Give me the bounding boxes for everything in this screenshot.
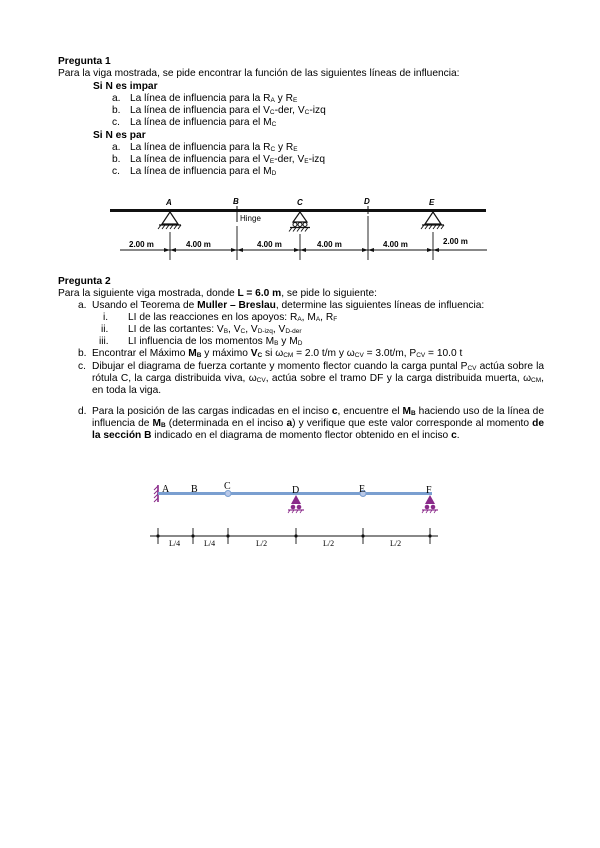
q1-dim-1: 4.00 m xyxy=(186,240,211,249)
q1-odd-item-a: a. La línea de influencia para la $R_A$ y $R_E$ xyxy=(112,93,298,104)
q2-label-d: D xyxy=(292,485,300,496)
q1-odd-item-c: c. La línea de influencia para el $M_C$ xyxy=(112,117,277,128)
q2-dim-2: L/2 xyxy=(256,539,268,548)
q2-item-c: Dibujar el diagrama de fuerza cortante y momento flector cuando la carga puntal $P_{CV}$ actúa sobre la rótula C, la carga distribuida viva, $\omega_{CV}$, actúa sobre el tramo DF y la carga distribuida muerta, $\omega_{CM}$, en toda la viga. xyxy=(92,361,545,396)
q2-item-c-marker: c. xyxy=(78,361,86,372)
q2-subitem-ii: ii. LI de las cortantes: $V_B$, $V_C$, $V_{D-izq}$, $V_{D-der}$ xyxy=(101,324,302,335)
q2-intro: Para la siguiente viga mostrada, donde L = 6.0 m, se pide lo siguiente: xyxy=(58,288,377,299)
q1-label-d: D xyxy=(364,197,370,206)
q2-subitem-i: i. LI de las reacciones en los apoyos: $R_A$, $M_A$, $R_F$ xyxy=(103,312,338,323)
q2-item-d: Para la posición de las cargas indicadas en el inciso c, encuentre el $M_B$ haciendo uso de la línea de influencia de $M_B$ (determinada en el inciso a) y verifique que este valor corresponde al momento de la sección B indicado en el diagrama de momento flector obtenido en el inciso c. xyxy=(92,406,545,441)
q1-even-item-a: a. La línea de influencia para la $R_C$ y $R_E$ xyxy=(112,142,298,153)
q2-subitem-iii: iii. LI influencia de los momentos $M_B$ y $M_D$ xyxy=(99,336,303,347)
q2-label-f: F xyxy=(426,485,432,496)
q1-support-c xyxy=(289,212,310,232)
q1-label-a: A xyxy=(166,198,172,207)
q1-support-a xyxy=(158,212,181,229)
q2-dim-1: L/4 xyxy=(204,539,216,548)
q2-support-f xyxy=(422,495,438,513)
q1-beam xyxy=(110,209,486,212)
q2-dim-3: L/2 xyxy=(323,539,335,548)
q2-item-b: b. Encontrar el Máximo $M_B$ y máximo $V_C$ si $\omega_{CM} = 2.0$ t/m y $\omega_{CV} = 3.0t/m$, $P_{CV} = 10.0$ t xyxy=(78,348,463,359)
q1-title: Pregunta 1 xyxy=(58,56,111,67)
q1-even-item-c: c. La línea de influencia para el $M_D$ xyxy=(112,166,277,177)
q1-hinge-label: Hinge xyxy=(240,214,261,223)
q2-label-a: A xyxy=(162,484,170,495)
q2-support-d xyxy=(288,495,304,513)
q1-intro: Para la viga mostrada, se pide encontrar la función de las siguientes líneas de influencia: xyxy=(58,68,460,79)
q1-beam-figure xyxy=(100,192,500,266)
q2-label-e: E xyxy=(359,484,366,495)
q2-fixed-support-a xyxy=(154,485,158,502)
q1-support-e xyxy=(421,212,444,229)
q1-label-e: E xyxy=(429,198,435,207)
q1-label-c: C xyxy=(297,198,303,207)
q2-label-b: B xyxy=(191,484,198,495)
q2-label-c: C xyxy=(224,481,231,492)
q2-title: Pregunta 2 xyxy=(58,276,111,287)
q1-odd-item-b: b. La línea de influencia para el $V_C$-der, $V_C$-izq xyxy=(112,105,326,116)
q1-dim-2: 4.00 m xyxy=(257,240,282,249)
q1-dim-3: 4.00 m xyxy=(317,240,342,249)
q2-item-a: a. Usando el Teorema de Muller – Breslau, determine las siguientes líneas de influencia: xyxy=(78,300,485,311)
q1-dim-4: 4.00 m xyxy=(383,240,408,249)
q1-odd-heading: Si N es impar xyxy=(93,81,158,92)
q2-beam-figure xyxy=(145,478,445,552)
q2-item-d-marker: d. xyxy=(78,406,87,417)
q1-even-heading: Si N es par xyxy=(93,130,146,141)
q1-even-item-b: b. La línea de influencia para el $V_E$-der, $V_E$-izq xyxy=(112,154,326,165)
q1-dim-0: 2.00 m xyxy=(129,240,154,249)
q2-dim-0: L/4 xyxy=(169,539,181,548)
q1-label-b: B xyxy=(233,197,239,206)
q2-dim-4: L/2 xyxy=(390,539,402,548)
q1-dim-5: 2.00 m xyxy=(443,237,468,246)
